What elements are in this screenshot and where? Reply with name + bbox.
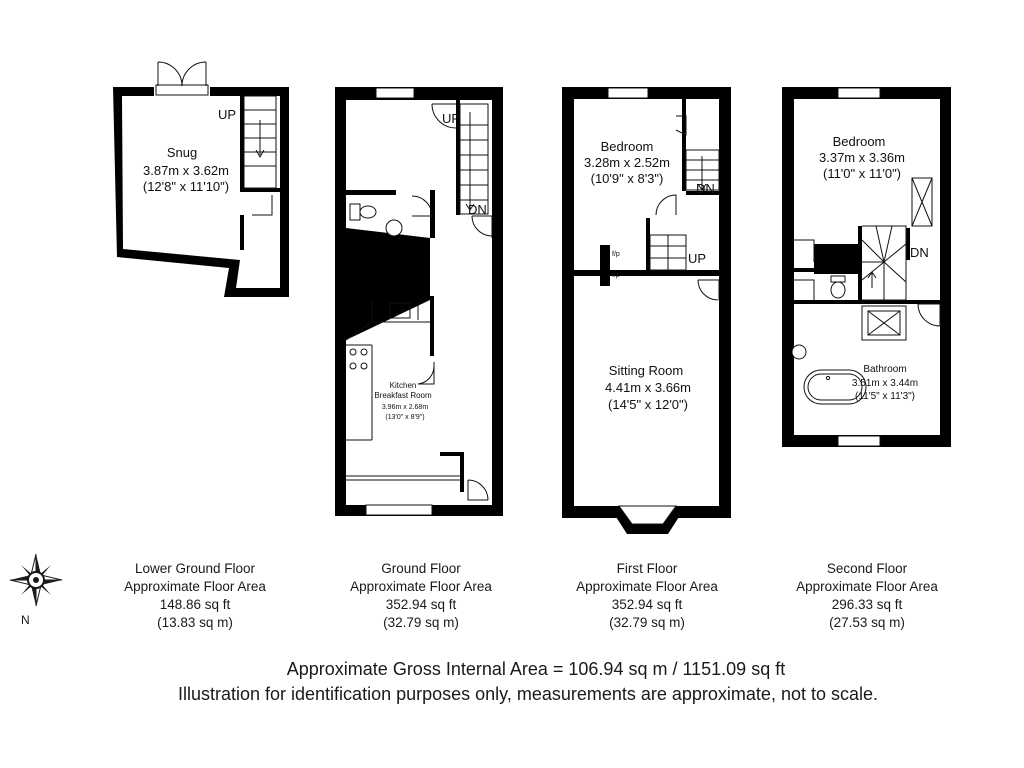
- snug-stairs: [244, 96, 276, 188]
- ground-wc-top-wall: [346, 190, 396, 195]
- ground-rear-units: [346, 476, 460, 480]
- second-toilet: [831, 282, 845, 298]
- ground-floor-plan: [335, 87, 503, 516]
- ground-kitchen-top-wall: [346, 296, 430, 300]
- first-floor-name: First Floor: [616, 561, 678, 576]
- ground-sq-m: (32.79 sq m): [383, 615, 459, 630]
- second-cupboard-door-2: [794, 280, 814, 300]
- ground-kitchen-right-wall: [430, 296, 434, 356]
- first-bedroom-door: [656, 195, 676, 215]
- second-bedroom-name: Bedroom: [832, 134, 886, 149]
- kitchen-name-line2: Breakfast Room: [374, 391, 432, 400]
- first-caption: [576, 561, 718, 630]
- first-area-label: Approximate Floor Area: [576, 579, 718, 594]
- kitchen-imperial: (13'0" x 8'9"): [385, 414, 425, 421]
- snug-door-swing: [158, 62, 206, 86]
- snug-metric: 3.87m x 3.62m: [143, 163, 229, 178]
- lower-ground-sq-ft: 148.86 sq ft: [159, 597, 231, 612]
- ground-front-window: [376, 88, 414, 98]
- first-fireplace-label-2: f/p: [612, 272, 620, 279]
- lower-ground-floor-name: Lower Ground Floor: [134, 561, 256, 576]
- bathroom-name: Bathroom: [863, 364, 907, 375]
- second-bedroom-imperial: (11'0" x 11'0"): [822, 166, 902, 181]
- snug-cupboard-door: [252, 195, 272, 215]
- second-area-label: Approximate Floor Area: [796, 579, 938, 594]
- snug-french-doors: [156, 85, 208, 95]
- second-floor-plan: [782, 87, 951, 447]
- ground-lobby-wall: [460, 452, 464, 492]
- snug-cupboard-side: [240, 215, 244, 250]
- second-stairs: [862, 226, 906, 300]
- ground-rear-window: [366, 505, 432, 515]
- sitting-room-metric: 4.41m x 3.66m: [605, 380, 691, 395]
- first-fireplace-upper: [600, 245, 610, 270]
- snug-imperial: (12'8" x 11'10"): [142, 179, 230, 194]
- first-sq-m: (32.79 sq m): [609, 615, 685, 630]
- first-stairs-up-label: UP: [688, 251, 707, 266]
- second-bathroom-door: [918, 304, 940, 326]
- second-landing-wall: [858, 226, 862, 300]
- kitchen-name: Kitchen: [389, 381, 417, 390]
- lower-ground-area-label: Approximate Floor Area: [124, 579, 266, 594]
- second-skylight: [912, 178, 932, 226]
- second-sq-m: (27.53 sq m): [829, 615, 905, 630]
- ground-services-block: [346, 228, 430, 340]
- lower-ground-caption: [124, 561, 266, 630]
- first-bedroom-imperial: (10'9" x 8'3"): [590, 171, 664, 186]
- second-cupboard-door-1: [794, 240, 814, 262]
- second-basin: [792, 345, 806, 359]
- ground-stairs-up-label: UP: [442, 111, 461, 126]
- ground-hob: [350, 349, 367, 369]
- ground-wc-basin: [386, 220, 402, 236]
- first-bedroom-name: Bedroom: [600, 139, 654, 154]
- sitting-room-name: Sitting Room: [608, 363, 684, 378]
- ground-caption: [350, 561, 492, 630]
- disclaimer-text: Illustration for identification purposes only, measurements are approximate, not to scale.: [177, 684, 879, 704]
- ground-area-label: Approximate Floor Area: [350, 579, 492, 594]
- first-dividing-wall: [574, 270, 719, 276]
- second-bedroom-metric: 3.37m x 3.36m: [819, 150, 905, 165]
- bathroom-metric: 3.51m x 3.44m: [851, 378, 919, 389]
- second-dividing-wall: [794, 300, 940, 304]
- kitchen-metric: 3.96m x 2.68m: [381, 404, 429, 411]
- ground-wc-door: [412, 196, 432, 216]
- ground-wc-toilet: [360, 206, 376, 218]
- ground-sq-ft: 352.94 sq ft: [385, 597, 457, 612]
- first-sitting-door: [698, 280, 719, 300]
- ground-understairs-door: [472, 216, 492, 238]
- first-front-window: [608, 88, 648, 98]
- ground-kitchen-door: [418, 362, 434, 384]
- bathroom-imperial: (11'5" x 11'3"): [854, 391, 916, 402]
- compass-north-label: N: [21, 613, 30, 627]
- lower-ground-floor-plan: [113, 62, 289, 297]
- ground-rear-door: [468, 480, 488, 500]
- second-chimney-block: [814, 244, 858, 274]
- first-fireplace-lower: [600, 276, 610, 286]
- compass-rose: [10, 554, 62, 606]
- second-bath-drain: [826, 376, 829, 379]
- second-stairs-down-label: DN: [910, 245, 929, 260]
- second-cupboard-wall: [794, 268, 814, 272]
- first-landing-wall: [646, 218, 650, 270]
- ground-wc-cistern: [350, 204, 360, 220]
- first-bedroom-right-wall: [682, 99, 686, 191]
- second-caption: [796, 561, 938, 630]
- ground-wc-side-wall: [430, 190, 435, 238]
- second-floor-name: Second Floor: [826, 561, 908, 576]
- first-sq-ft: 352.94 sq ft: [611, 597, 683, 612]
- second-sq-ft: 296.33 sq ft: [831, 597, 903, 612]
- snug-stairs-up-label: UP: [218, 107, 237, 122]
- sitting-room-imperial: (14'5" x 12'0"): [608, 397, 688, 412]
- snug-cupboard-wall: [240, 188, 280, 192]
- second-toilet-cistern: [831, 276, 845, 282]
- lower-ground-sq-m: (13.83 sq m): [157, 615, 233, 630]
- snug-stair-partition: [240, 96, 244, 188]
- first-floor-plan: [562, 87, 731, 534]
- second-rear-window: [838, 436, 880, 446]
- snug-name: Snug: [166, 145, 198, 160]
- gross-internal-area: Approximate Gross Internal Area = 106.94 sq m / 1151.09 sq ft: [286, 659, 786, 679]
- ground-stairs-down-label: DN: [468, 202, 487, 217]
- second-shower: [862, 306, 906, 340]
- ground-floor-name: Ground Floor: [381, 561, 461, 576]
- first-fireplace-label-1: f/p: [612, 251, 620, 258]
- first-stairs-down-label: DN: [696, 181, 715, 196]
- ground-stairs: [460, 104, 488, 214]
- second-front-window: [838, 88, 880, 98]
- first-bedroom-metric: 3.28m x 2.52m: [584, 155, 670, 170]
